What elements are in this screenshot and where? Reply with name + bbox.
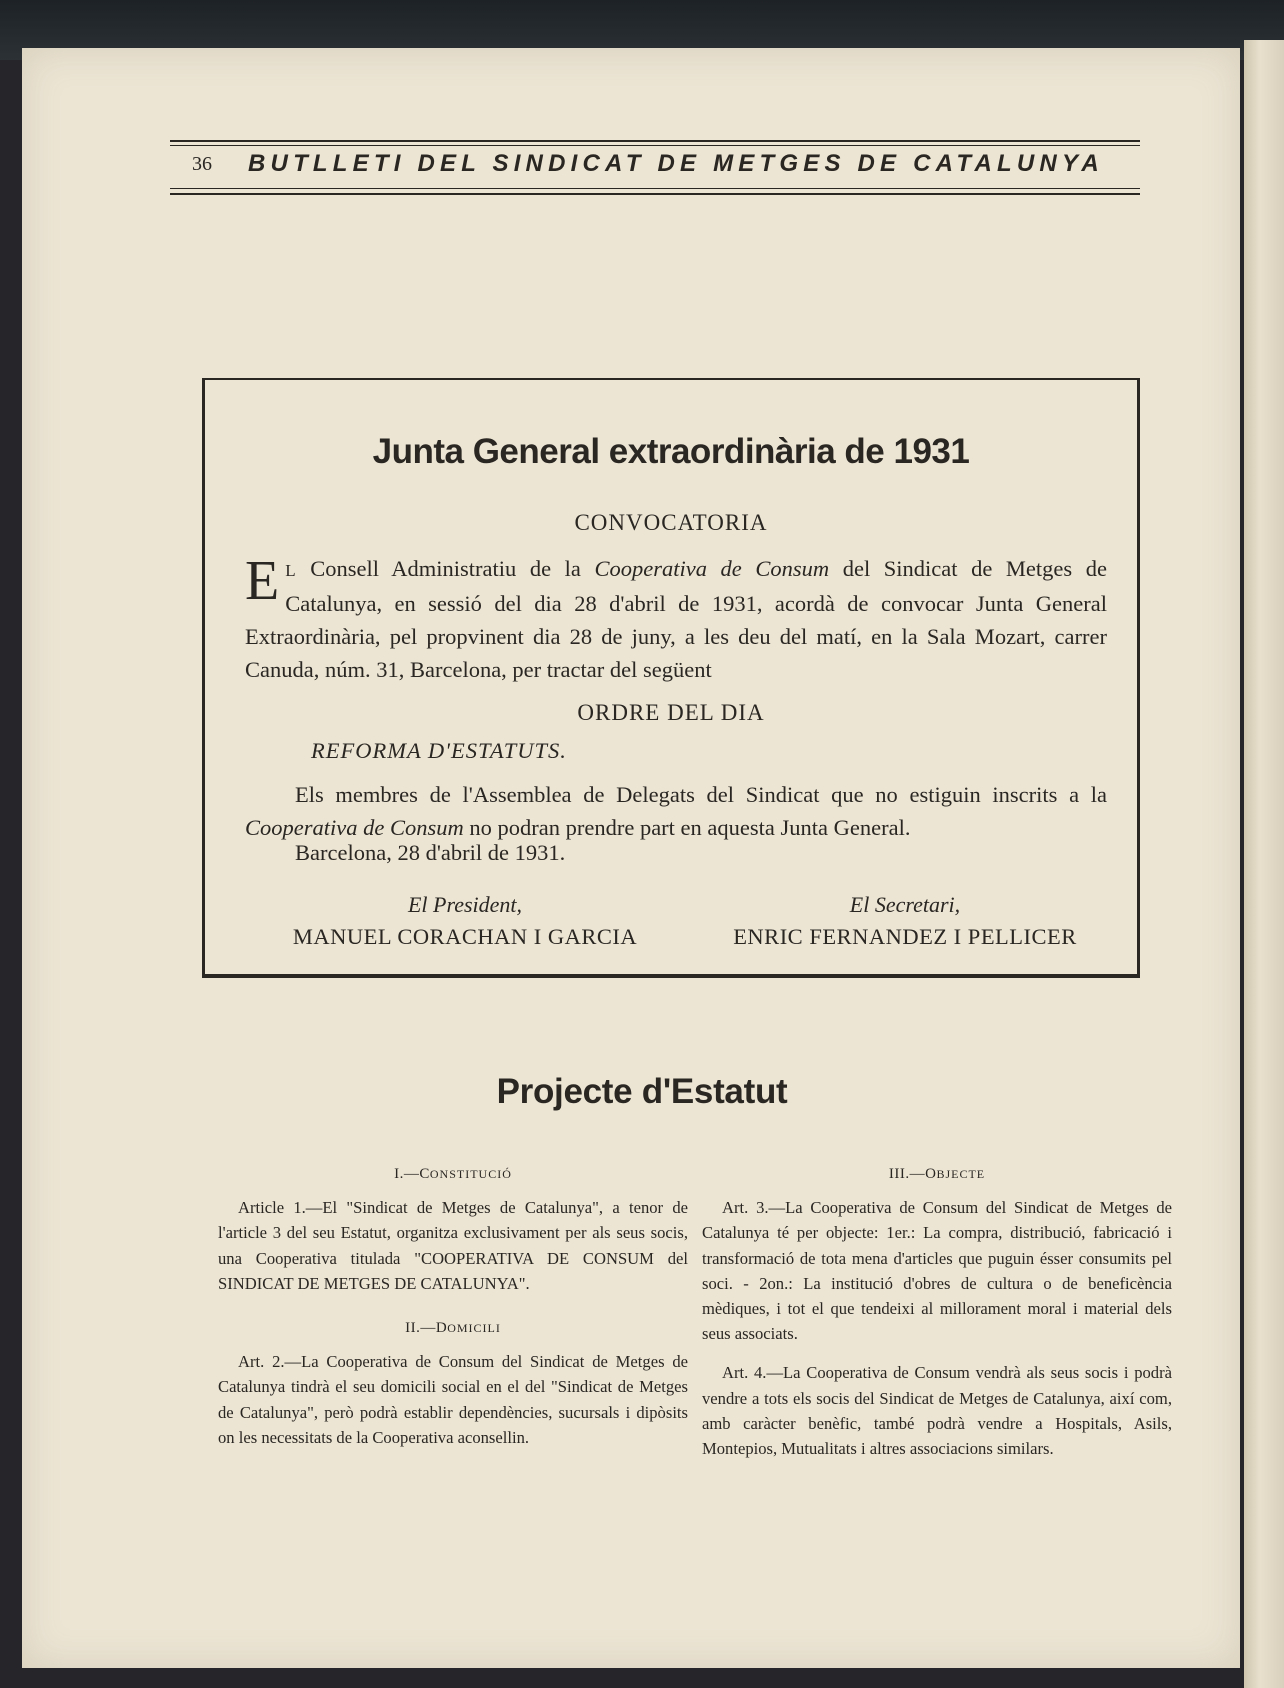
- note-italic: Cooperativa de Consum: [245, 815, 464, 840]
- section-heading: [218, 1316, 688, 1341]
- header-rule-bottom-thin: [170, 188, 1140, 189]
- notice-paragraph: [245, 552, 1107, 686]
- article-paragraph: Art. 4.—La Cooperativa de Consum vendrà als seus socis i podrà vendre a tots els socis del Sindicat de Metges de Catalunya, així com, amb caràcter benèfic, també podrà vendre a Hospitals, Asils, Montepios, Mutualitats i altres associacions similars.: [702, 1363, 1172, 1459]
- header-rule-top: [170, 140, 1140, 142]
- meeting-notice-box: [202, 378, 1140, 978]
- signature-name: ENRIC FERNANDEZ I PELLICER: [733, 924, 1077, 949]
- notice-title: Junta General extraordinària de 1931: [372, 432, 970, 471]
- notice-subtitle: CONVOCATORIA: [574, 510, 768, 535]
- lead-smallcap: L: [285, 561, 297, 580]
- column-left: [218, 1162, 688, 1464]
- section-prefix: II.—D: [405, 1320, 448, 1337]
- agenda-item: REFORMA D'ESTATUTS.: [311, 738, 567, 763]
- column-right: [702, 1162, 1172, 1475]
- section-prefix: I.—C: [394, 1166, 430, 1182]
- section-rest: OMICILI: [447, 1321, 501, 1336]
- running-header: [170, 138, 1140, 198]
- header-rule-top-thin: [170, 145, 1140, 146]
- signature-president: [275, 892, 655, 950]
- signature-name: MANUEL CORACHAN I GARCIA: [292, 924, 638, 949]
- signature-secretary: [695, 892, 1115, 950]
- adjacent-page-edge: [1244, 40, 1284, 1688]
- paragraph-text-2: del Sindicat de Metges de Catalunya, en sessió del dia 28 d'abril de 1931, acordà de convocar Junta General Extraordinària, pel propvinent dia 28 de juny, a les deu del matí, en la Sala Mozart, carrer Canuda, núm. 31, Barcelona, per tractar del següent: [245, 556, 1107, 682]
- signature-role: El President,: [407, 892, 523, 917]
- note-text-1: Els membres de l'Assemblea de Delegats del Sindicat que no estiguin inscrits a la: [295, 782, 1107, 807]
- article-paragraph: Art. 3.—La Cooperativa de Consum del Sindicat de Metges de Catalunya té per objecte: 1er.: La compra, distribució, fabricació i transformació de tota mena d'articles que puguin ésser consumits pel soci. - 2on.: La institució d'obres de cultura o de beneficència mèdiques, i tot el que tendeixi al millorament moral i material dels seus associats.: [702, 1198, 1172, 1344]
- notice-date: Barcelona, 28 d'abril de 1931.: [295, 840, 566, 865]
- section-heading: [218, 1162, 688, 1187]
- section-rest: ONSTITUCIÓ: [429, 1167, 512, 1181]
- header-rule-bottom: [170, 193, 1140, 195]
- statute-title: Projecte d'Estatut: [496, 1072, 788, 1111]
- page-number: 36: [192, 153, 212, 175]
- section-heading: [702, 1162, 1172, 1187]
- section-rest: BJECTE: [936, 1167, 986, 1181]
- paragraph-italic: Cooperativa de Consum: [594, 556, 830, 581]
- signature-role: El Secretari,: [849, 892, 961, 917]
- paragraph-text-1: Consell Administratiu de la: [296, 556, 595, 581]
- article-paragraph: Article 1.—El "Sindicat de Metges de Catalunya", a tenor de l'article 3 del seu Estatut, organitza exclusivament per als seus socis, una Cooperativa titulada "COOPERATIVA DE CONSUM del SINDICAT DE METGES DE CATALUNYA".: [218, 1198, 688, 1293]
- section-prefix: III.—O: [888, 1166, 937, 1182]
- journal-title: BUTLLETI DEL SINDICAT DE METGES DE CATALUNYA: [248, 150, 1104, 177]
- article-paragraph: Art. 2.—La Cooperativa de Consum del Sindicat de Metges de Catalunya tindrà el seu domicili social en el del "Sindicat de Metges de Catalunya", però podrà establir dependències, sucursals i dipòsits on les necessitats de la Cooperativa aconsellin.: [218, 1352, 688, 1447]
- note-text-2: no podran prendre part en aquesta Junta General.: [463, 815, 911, 840]
- agenda-heading: ORDRE DEL DIA: [577, 700, 765, 725]
- drop-cap: E: [245, 550, 280, 612]
- notice-note: [245, 778, 1107, 844]
